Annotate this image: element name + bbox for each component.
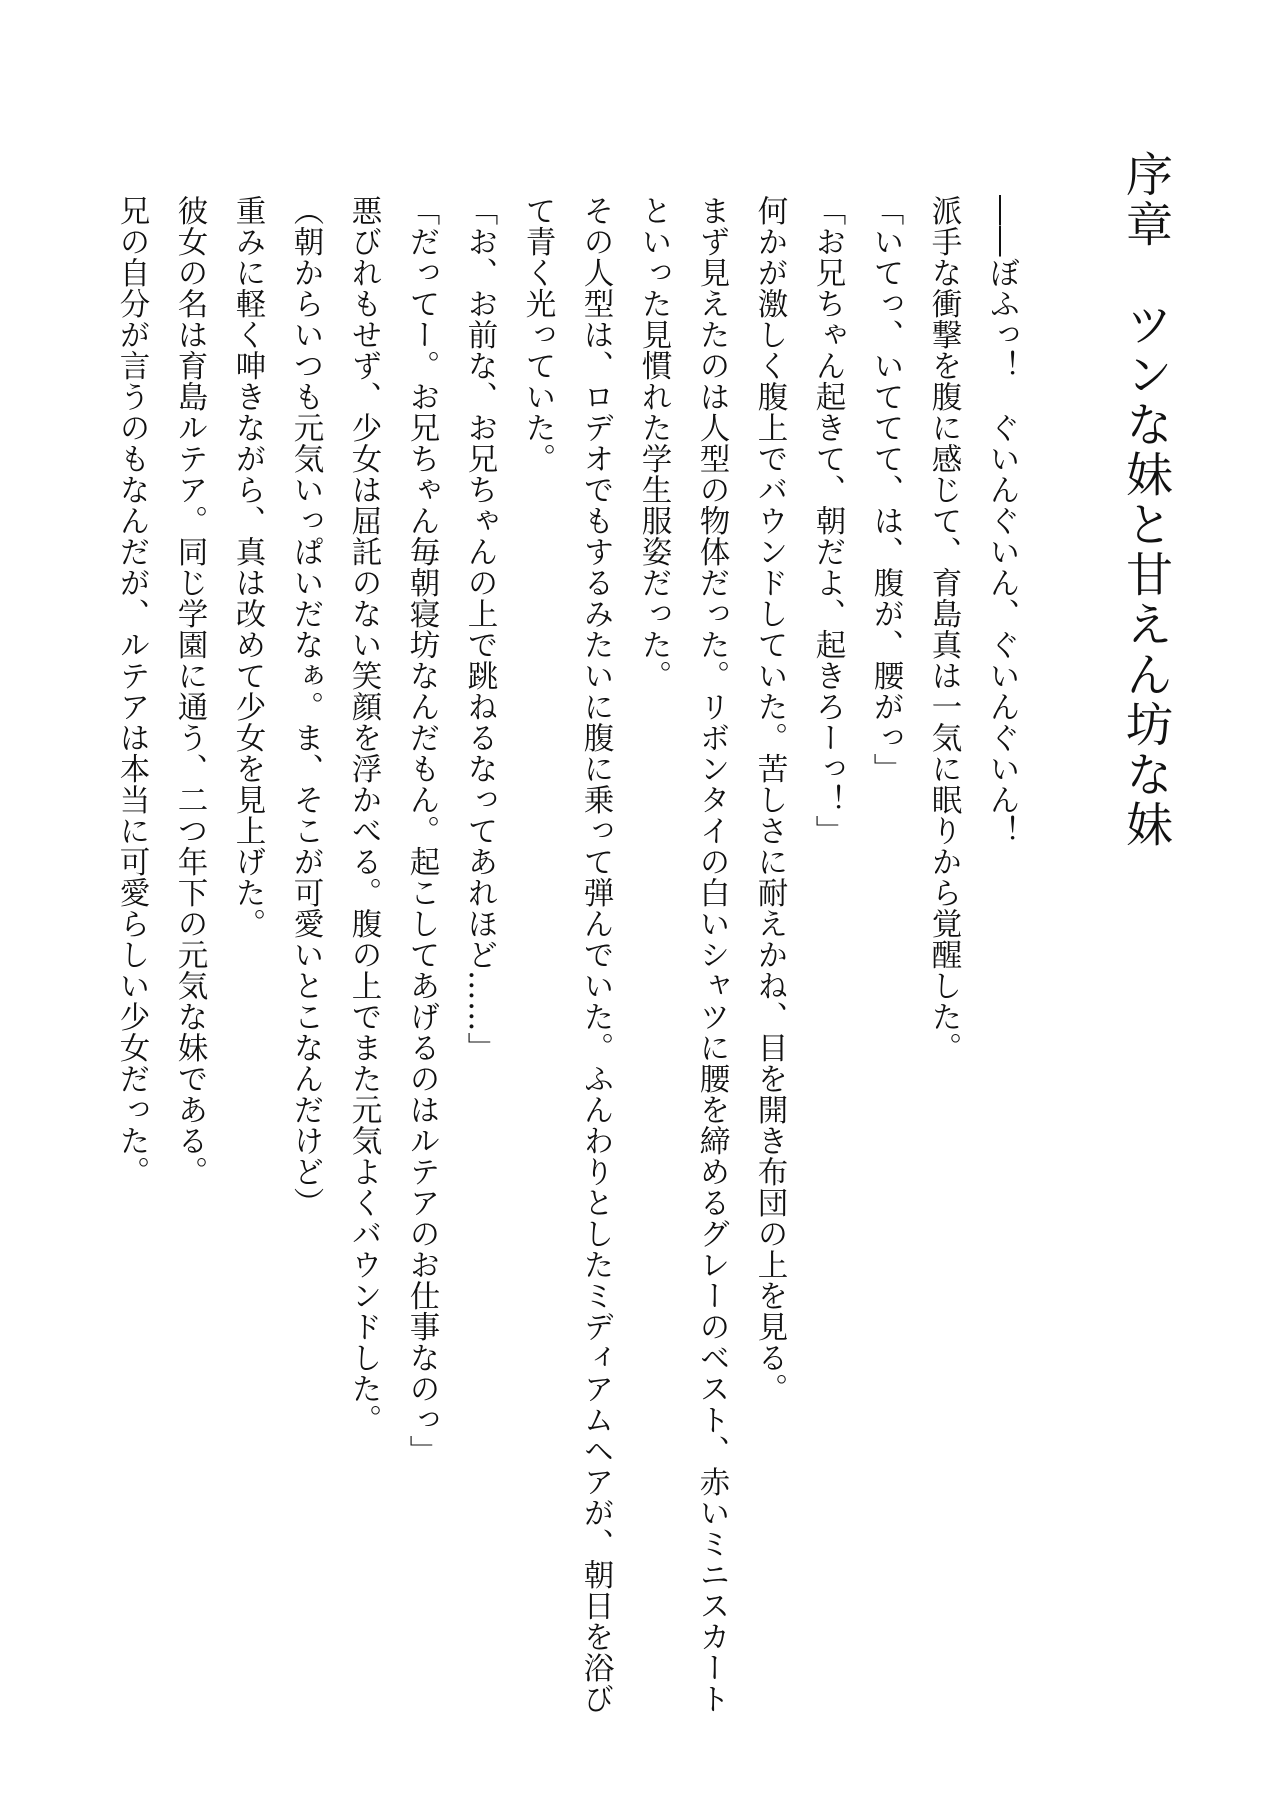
paragraph: 「お、お前な、お兄ちゃんの上で跳ねるなってあれほど……」 <box>462 195 497 1063</box>
paragraph: （朝からいつも元気いっぱいだなぁ。ま、そこが可愛いとこなんだけど） <box>288 195 323 1218</box>
paragraph: ――ぼふっ！ ぐいんぐいん、ぐいんぐいん！ <box>984 195 1019 846</box>
chapter-title: 序章 ツンな妹と甘えん坊な妹 <box>1118 150 1173 850</box>
paragraph: その人型は、ロデオでもするみたいに腹に乗って弾んでいた。ふんわりとしたミディアムヘアが、朝日を浴びて青く光っていた。 <box>520 195 613 1714</box>
paragraph: 何かが激しく腹上でバウンドしていた。苦しさに耐えかね、目を開き布団の上を見る。 <box>752 195 787 1404</box>
paragraph: まず見えたのは人型の物体だった。リボンタイの白いシャツに腰を締めるグレーのベスト、赤いミニスカートといった見慣れた学生服姿だった。 <box>636 195 729 1714</box>
paragraph: 兄の自分が言うのもなんだが、ルテアは本当に可愛らしい少女だった。 <box>114 195 149 1187</box>
paragraph: 重みに軽く呻きながら、真は改めて少女を見上げた。 <box>230 195 265 939</box>
paragraph: 「お兄ちゃん起きて、朝だよ、起きろーっ！」 <box>810 195 845 846</box>
paragraph: 彼女の名は育島ルテア。同じ学園に通う、二つ年下の元気な妹である。 <box>172 195 207 1187</box>
paragraph: 派手な衝撃を腹に感じて、育島真は一気に眠りから覚醒した。 <box>926 195 961 1063</box>
paragraph: 「だってー。お兄ちゃん毎朝寝坊なんだもん。起こしてあげるのはルテアのお仕事なのっ」 <box>404 195 439 1466</box>
paragraph: 悪びれもせず、少女は屈託のない笑顔を浮かべる。腹の上でまた元気よくバウンドした。 <box>346 195 381 1435</box>
body-text <box>100 195 1030 1725</box>
paragraph: 「いてっ、いててて、は、腹が、腰がっ」 <box>868 195 903 784</box>
